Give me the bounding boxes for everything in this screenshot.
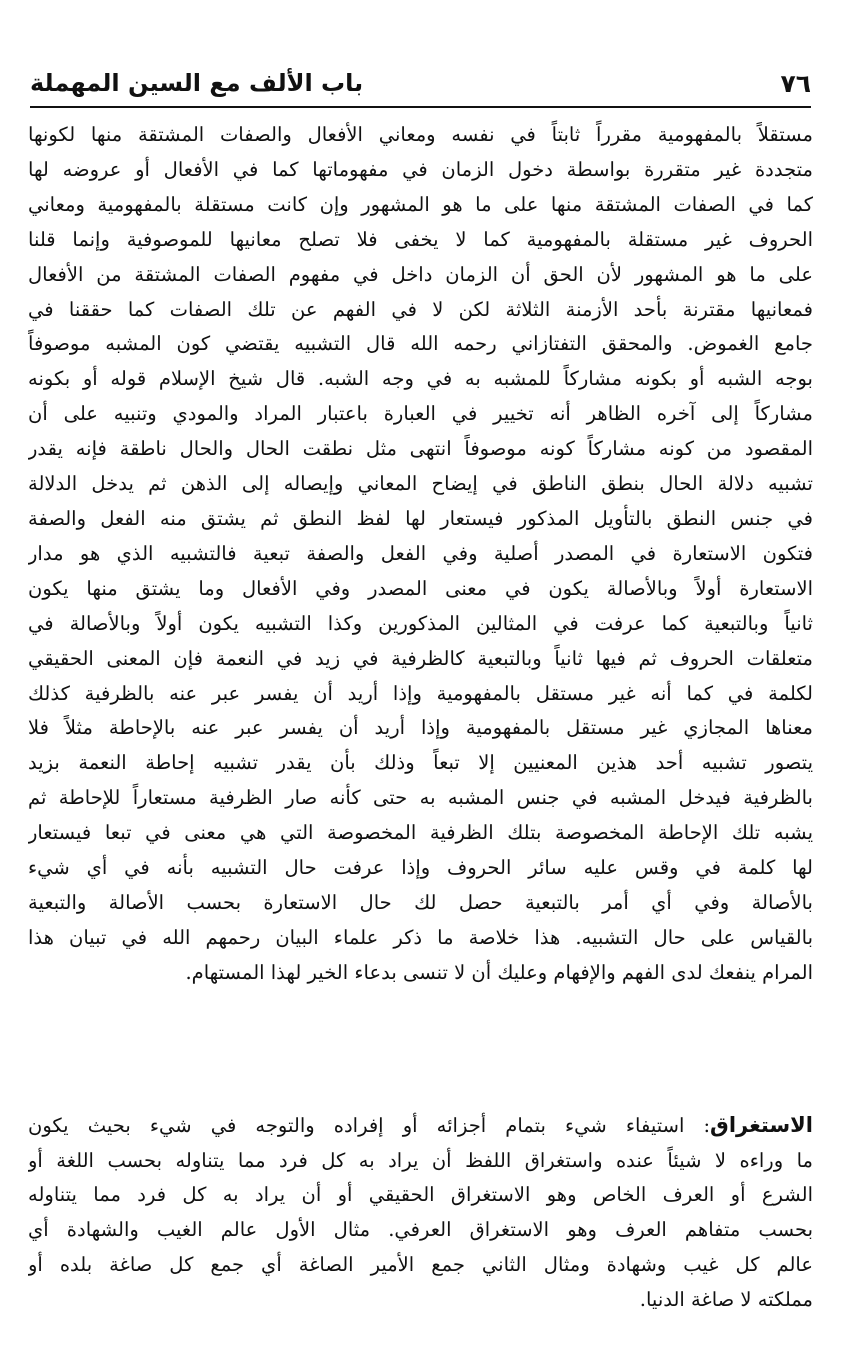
text-line: عالم كل غيب وشهادة ومثال الثاني جمع الأمير الصاغة أي جمع كل صاغة بلده أو	[28, 1252, 813, 1276]
text-line: لكلمة في كما أنه غير مستقل بالمفهومية وإذا أريد أن يفسر عبر عنه بالظرفية كذلك	[28, 681, 813, 705]
text-line: بحسب متفاهم العرف وهو الاستغراق العرفي. مثال الأول عالم الغيب والشهادة أي	[28, 1218, 813, 1242]
text-line: يتصور تشبيه أحد هذين المعنيين إلا تبعاً وذلك بأن يقدر تشبيه إحاطة النعمة بزيد	[28, 751, 813, 775]
text-line: ثانياً وبالتبعية كما عرفت في المثالين المذكورين وكذا التشبيه يكون أولاً وبالأصالة في	[28, 611, 813, 635]
text-line: يشبه تلك الإحاطة المخصوصة بتلك الظرفية المخصوصة التي هي معنى في تبعا فيستعار	[28, 821, 813, 845]
text-line: مشاركاً إلى آخره الظاهر أنه تخيير في العبارة باعتبار المراد والمودي وتنبيه على أن	[28, 402, 813, 426]
text-line: بالأصالة وفي أي أمر بالتبعية حصل لك حال الاستعارة بحسب الأصالة والتبعية	[28, 890, 813, 914]
text-line: الشرع أو العرف الخاص وهو الاستغراق الحقيقي أو أن يراد به كل فرد مما يتناوله	[28, 1183, 813, 1207]
entry-first-line	[28, 1108, 813, 1144]
text-line: متعلقات الحروف ثم فيها ثانياً وبالتبعية كالظرفية في زيد في النعمة فإن المعنى الحقيقي	[28, 646, 813, 670]
entry-istighraq	[28, 1108, 813, 1317]
text-line: ما وراءه لا شيئاً عنده واستغراق اللفظ أن يراد به كل فرد مما يتناوله بحسب اللغة أو	[28, 1148, 813, 1172]
text-line: الاستعارة أولاً وبالأصالة يكون في معنى المصدر وفي الأفعال وما يشتق منها يكون	[28, 576, 813, 600]
text-line: جامع الغموض. والمحقق التفتازاني رحمه الله قال التشبيه يقتضي كون المشبه موصوفاً	[28, 332, 813, 356]
header-rule	[30, 106, 811, 108]
text-line: الحروف غير مستقلة بالمفهومية كما لا يخفى فلا تصلح معانيها للموصوفية وإنما قلنا	[28, 227, 813, 251]
text-line: مستقلاً بالمفهومية مقرراً ثابتاً في نفسه ومعاني الأفعال والصفات المشتقة منها لكونها	[28, 123, 813, 146]
entry-headword: الاستغراق	[710, 1113, 813, 1137]
page-number: ٧٦	[780, 68, 811, 98]
text-line: مملكته لا صاغة الدنيا.	[639, 1287, 813, 1311]
text-line: بوجه الشبه أو بكونه مشاركاً للمشبه به في وجه الشبه. قال شيخ الإسلام قوله أو بكونه	[28, 367, 813, 391]
text-line: على ما هو المشهور لأن الحق أن الزمان داخل في مفهوم الصفات المشتقة من الأفعال	[28, 262, 813, 286]
page-header	[30, 62, 811, 104]
text-line: المقصود من كونه مشاركاً كونه موصوفاً انتهى مثل نطقت الحال والحال ناطقة فإنه يقدر	[28, 437, 813, 461]
text-line: متجددة غير متقررة بواسطة دخول الزمان في مفهوماتها كما في الأفعال أو عروضه لها	[28, 157, 813, 181]
text-line: فمعانيها مقترنة بأحد الأزمنة الثلاثة لكن لا في الفهم عن تلك الصفات كما حققنا في	[28, 297, 813, 321]
text-line: تشبيه دلالة الحال بنطق الناطق في إيضاح المعاني وإيصاله إلى الذهن ثم يدخل الدلالة	[28, 472, 813, 496]
text-line: كما في الصفات المشتقة منها على ما هو المشهور وإن كانت مستقلة بالمفهومية ومعاني	[28, 192, 813, 216]
text-line: بالقياس على حال التشبيه. هذا خلاصة ما ذكر علماء البيان رحمهم الله في تبيان هذا	[28, 925, 813, 949]
text-line: لها كلمة في وقس عليه سائر الحروف وإذا عرفت حال التشبيه بأنه في أي شيء	[28, 856, 813, 880]
continuation-paragraph	[28, 118, 813, 991]
text-line: معناها المجازي غير مستقل بالمفهومية وإذا أريد أن يفسر عبر عنه بالإحاطة مثلاً فلا	[28, 716, 813, 740]
text-line: في جنس النطق بالتأويل المذكور فيستعار لها لفظ النطق ثم يشتق منه الفعل والصفة	[28, 506, 813, 530]
entry-body	[28, 1144, 813, 1318]
text-line: المرام ينفعك لدى الفهم والإفهام وعليك أن لا تنسى بدعاء الخير لهذا المستهام.	[185, 960, 813, 984]
text-line: فتكون الاستعارة في المصدر أصلية وفي الفعل والصفة تبعية فالتشبيه الذي هو مدار	[28, 541, 813, 565]
text-line: بالظرفية فيدخل المشبه في جنس المشبه به حتى كأنه صار الظرفية مستعاراً للإحاطة ثم	[28, 786, 813, 810]
entry-definition-start: : استيفاء شيء بتمام أجزائه أو إفراده والتوجه في شيء بحيث يكون	[28, 1114, 711, 1137]
running-title: باب الألف مع السين المهملة	[30, 69, 364, 97]
